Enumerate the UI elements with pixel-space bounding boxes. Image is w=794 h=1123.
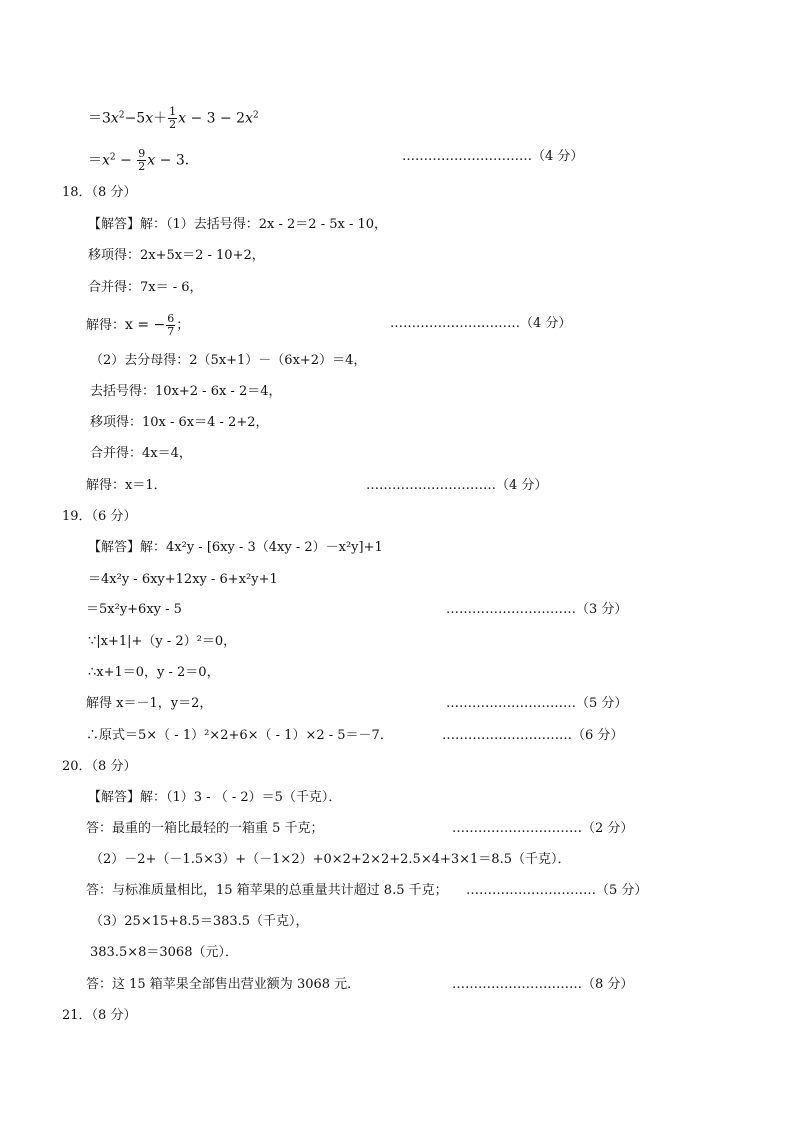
q18-line-7: 移项得：10x - 6x＝4 - 2+2， bbox=[90, 415, 269, 430]
q19-line-4: ∵|x+1|+（y - 2）²＝0， bbox=[88, 634, 237, 649]
q20-line-6: 383.5×8＝3068（元）． bbox=[90, 945, 238, 960]
q18-line-3: 合并得：7x＝ - 6， bbox=[88, 280, 203, 295]
q20-score-3: …………………………（8 分） bbox=[452, 977, 634, 992]
q19-score-3: …………………………（6 分） bbox=[442, 728, 624, 743]
q19-line-6: 解得 x＝－1，y＝2， bbox=[86, 696, 213, 711]
q19-score-2: …………………………（5 分） bbox=[446, 696, 628, 711]
q17-expression-line-2: $=x^2$ − $\frac{9}{2}$ x − 3． bbox=[88, 147, 199, 173]
q21-header: 21．（8 分） bbox=[62, 1008, 137, 1023]
q19-line-7: ∴原式＝5×（ - 1）²×2+6×（ - 1）×2 - 5＝－7． bbox=[86, 728, 393, 743]
q20-line-3: （2）－2+（－1.5×3）+（－1×2）+0×2+2×2+2.5×4+3×1＝8.5（千克）． bbox=[90, 852, 571, 867]
q20-score-1: …………………………（2 分） bbox=[452, 821, 634, 836]
q18-header: 18．（8 分） bbox=[62, 185, 137, 200]
q17-expression-line-1: $=3x^2-5x+$ $\frac{1}{2}$ $x - 3 - 2x^2$ bbox=[88, 105, 259, 131]
q19-line-5: ∴x+1＝0，y - 2＝0， bbox=[88, 665, 220, 680]
q19-line-3: ＝5x²y+6xy - 5 bbox=[86, 602, 182, 617]
q18-score-2: …………………………（4 分） bbox=[366, 478, 548, 493]
fraction-nine-halves: $\frac{9}{2}$ bbox=[138, 147, 146, 173]
q18-line-2: 移项得：2x+5x＝2 - 10+2， bbox=[88, 248, 265, 263]
q19-line-1: 【解答】解：4x²y - [6xy - 3（4xy - 2）－x²y]+1 bbox=[88, 540, 383, 555]
q18-line-8: 合并得：4x＝4， bbox=[90, 446, 192, 461]
q20-line-1: 【解答】解：（1）3 - （ - 2）＝5（千克）． bbox=[88, 790, 342, 805]
q20-line-2: 答：最重的一箱比最轻的一箱重 5 千克； bbox=[86, 821, 324, 836]
q20-score-2: …………………………（5 分） bbox=[466, 883, 648, 898]
q19-line-2: ＝4x²y - 6xy+12xy - 6+x²y+1 bbox=[88, 572, 278, 587]
fraction-one-half: $\frac{1}{2}$ bbox=[169, 105, 177, 131]
q18-line-9: 解得：x＝1． bbox=[86, 478, 167, 493]
q20-header: 20．（8 分） bbox=[62, 759, 137, 774]
q18-line-6: 去括号得：10x+2 - 6x - 2＝4， bbox=[90, 384, 282, 399]
fraction-six-sevenths: $\frac{6}{7}$ bbox=[167, 312, 175, 338]
q18-line-5: （2）去分母得：2（5x+1）－（6x+2）＝4， bbox=[90, 353, 367, 368]
q17-score: …………………………（4 分） bbox=[402, 149, 584, 164]
q19-header: 19．（6 分） bbox=[62, 509, 137, 524]
q20-line-4: 答：与标准质量相比，15 箱苹果的总重量共计超过 8.5 千克； bbox=[86, 883, 448, 898]
q18-score-1: …………………………（4 分） bbox=[390, 316, 572, 331]
q18-line-1: 【解答】解：（1）去括号得：2x - 2＝2 - 5x - 10， bbox=[88, 217, 388, 232]
q18-line-4: 解得：x = − $\frac{6}{7}$ ； bbox=[86, 312, 190, 338]
q20-line-7: 答：这 15 箱苹果全部售出营业额为 3068 元． bbox=[86, 977, 361, 992]
q19-score-1: …………………………（3 分） bbox=[446, 602, 628, 617]
q20-line-5: （3）25×15+8.5＝383.5（千克）， bbox=[90, 914, 309, 929]
